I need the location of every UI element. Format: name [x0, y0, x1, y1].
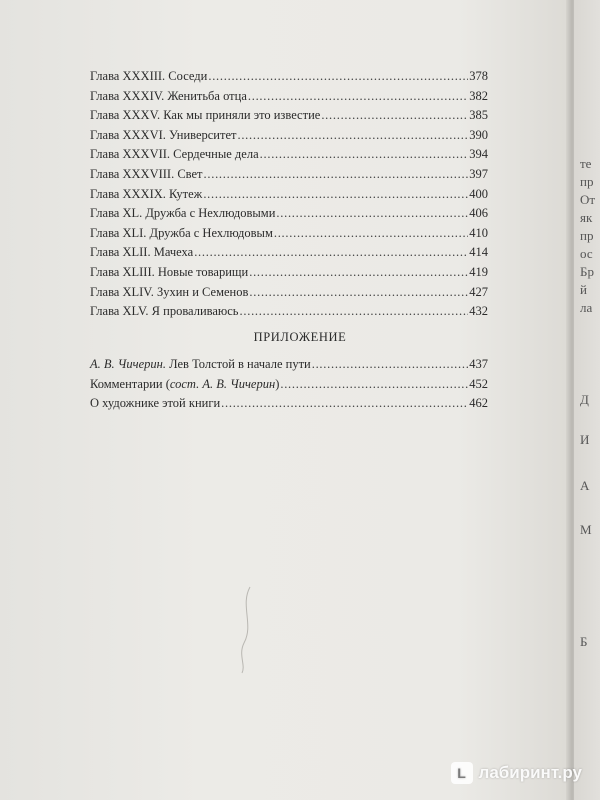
toc-entry[interactable] [90, 165, 488, 185]
appendix-entry[interactable] [90, 375, 488, 395]
labirint-logo-icon: L [451, 762, 473, 784]
appendix-list [90, 355, 488, 414]
compiler-name: сост. А. В. Чичерин [169, 376, 276, 391]
edge-text: як [580, 210, 593, 225]
toc-entry[interactable] [90, 145, 488, 165]
toc-entry-title: Глава XLII. Мачеха [90, 245, 194, 260]
appendix-entry-title: О художнике этой книги [90, 396, 221, 411]
toc-entry[interactable] [90, 87, 488, 107]
appendix-entry-page: 462 [469, 396, 488, 411]
table-of-contents [90, 67, 488, 322]
toc-entry-title: Глава XLV. Я проваливаюсь [90, 304, 239, 319]
edge-text: И [580, 432, 590, 447]
edge-text: Б [580, 634, 588, 649]
toc-entry-title: Глава XL. Дружба с Нехлюдовыми [90, 206, 276, 221]
edge-text: те [580, 156, 592, 171]
toc-entry-page: 419 [469, 264, 488, 279]
toc-entry-title: Глава XXXVII. Сердечные дела [90, 147, 259, 162]
dot-leader [249, 283, 468, 303]
stray-hair-mark [232, 585, 262, 675]
dot-leader [204, 165, 469, 185]
edge-text: ла [580, 300, 593, 315]
toc-entry-title: Глава XLIV. Зухин и Семенов [90, 284, 249, 299]
edge-text: От [580, 192, 596, 207]
toc-entry-page: 406 [469, 206, 488, 221]
toc-entry-title: Глава XLI. Дружба с Нехлюдовым [90, 225, 273, 240]
appendix-entry-title [90, 355, 311, 375]
toc-entry-title: Глава XXXVI. Университет [90, 127, 237, 142]
toc-entry-title: Глава XXXIX. Кутеж [90, 186, 203, 201]
toc-entry-page: 410 [469, 225, 488, 240]
toc-entry-page: 378 [469, 69, 488, 83]
closing-paren: ) [275, 376, 280, 391]
toc-entry-title: Глава XLIII. Новые товарищи [90, 264, 249, 279]
toc-entry-page: 432 [469, 304, 488, 319]
dot-leader [194, 243, 468, 263]
toc-entry[interactable] [90, 185, 488, 205]
dot-leader [274, 224, 468, 244]
dot-leader [248, 87, 468, 107]
article-title: Комментарии ( [90, 376, 170, 391]
dot-leader [203, 185, 468, 205]
dot-leader [221, 394, 468, 414]
toc-entry[interactable] [90, 283, 488, 303]
toc-entry-title: Глава XXXVIII. Свет [90, 166, 203, 181]
toc-entry-page: 390 [469, 127, 488, 142]
toc-entry-page: 427 [469, 284, 488, 299]
dot-leader [237, 126, 468, 146]
watermark [451, 762, 582, 784]
toc-entry[interactable] [90, 106, 488, 126]
toc-entry[interactable] [90, 263, 488, 283]
appendix-entry[interactable] [90, 355, 488, 375]
appendix-entry-page: 437 [469, 357, 488, 371]
appendix-entry[interactable] [90, 394, 488, 414]
author-name: А. В. Чичерин. [90, 357, 166, 371]
toc-entry[interactable] [90, 204, 488, 224]
toc-entry-title: Глава XXXV. Как мы приняли это известие [90, 108, 321, 123]
edge-text: М [580, 522, 592, 537]
right-page-edge [574, 0, 600, 800]
edge-text: А [580, 478, 590, 493]
edge-text: пр [580, 174, 594, 189]
toc-entry[interactable] [90, 224, 488, 244]
dot-leader [240, 302, 469, 322]
toc-entry-page: 400 [469, 186, 488, 201]
dot-leader [260, 145, 469, 165]
edge-text: ос [580, 246, 593, 261]
toc-entry-title: Глава XXXIV. Женитьба отца [90, 88, 247, 103]
dot-leader [312, 355, 469, 375]
dot-leader [208, 67, 468, 87]
appendix-heading: ПРИЛОЖЕНИЕ [253, 330, 347, 344]
appendix-entry-title [90, 375, 279, 395]
toc-entry-page: 414 [469, 245, 488, 260]
toc-entry[interactable] [90, 302, 488, 322]
dot-leader [249, 263, 468, 283]
toc-entry-page: 382 [469, 88, 488, 103]
dot-leader [280, 375, 468, 395]
edge-text: й [580, 282, 587, 297]
dot-leader [276, 204, 468, 224]
edge-text: Д [580, 392, 589, 407]
toc-entry-title: Глава XXXIII. Соседи [90, 69, 208, 83]
toc-entry[interactable] [90, 67, 488, 87]
toc-entry-page: 385 [469, 108, 488, 123]
toc-entry-page: 397 [469, 166, 488, 181]
toc-entry-page: 394 [469, 147, 488, 162]
toc-entry[interactable] [90, 243, 488, 263]
appendix-entry-page: 452 [469, 376, 488, 391]
toc-entry[interactable] [90, 126, 488, 146]
watermark-text: лабиринт.ру [478, 763, 582, 782]
edge-text: Бр [580, 264, 594, 279]
dot-leader [321, 106, 468, 126]
article-title: Лев Толстой в начале пути [165, 357, 311, 371]
edge-text: пр [580, 228, 594, 243]
